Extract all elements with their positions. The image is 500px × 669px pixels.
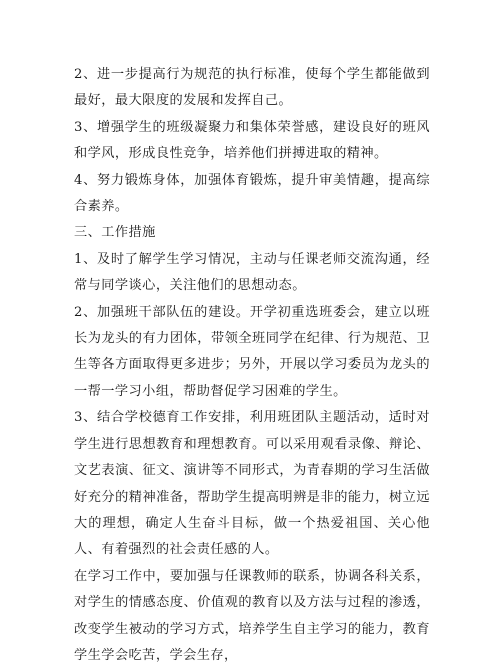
paragraph-measure-1: 1、及时了解学生学习情况，主动与任课老师交流沟通，经常与同学谈心，关注他们的思想动态。	[74, 251, 430, 294]
paragraph-study-work: 在学习工作中，要加强与任课教师的联系，协调各科关系，对学生的情感态度、价值观的教育以及方法与过程的渗透，改变学生被动的学习方式，培养学生自主学习的能力，教育学生学会吃苦，学会生存，	[74, 568, 430, 663]
section-heading-measures: 三、工作措施	[74, 225, 156, 241]
paragraph-measure-3: 3、结合学校德育工作安排，利用班团队主题活动，适时对学生进行思想教育和理想教育。可以采用观看录像、辩论、文艺表演、征文、演讲等不同形式，为青春期的学习生活做好充分的精神准备，帮助学生提高明辨是非的能力，树立远大的理想，确定人生奋斗目标，做一个热爱祖国、关心他人、有着强烈的社会责任感的人。	[74, 410, 430, 558]
paragraph-measure-2: 2、加强班干部队伍的建设。开学初重选班委会，建立以班长为龙头的有力团体，带领全班同学在纪律、行为规范、卫生等各方面取得更多进步；另外，开展以学习委员为龙头的一帮一学习小组，帮助督促学习困难的学生。	[74, 304, 430, 399]
paragraph-goal-3: 3、增强学生的班级凝聚力和集体荣誉感，建设良好的班风和学风，形成良性竞争，培养他们拼搏进取的精神。	[74, 119, 430, 162]
paragraph-goal-2: 2、进一步提高行为规范的执行标准，使每个学生都能做到最好，最大限度的发展和发挥自己。	[74, 67, 430, 109]
paragraph-goal-4: 4、努力锻炼身体，加强体育锻炼，提升审美情趣，提高综合素养。	[74, 172, 430, 215]
document-body	[74, 62, 430, 669]
